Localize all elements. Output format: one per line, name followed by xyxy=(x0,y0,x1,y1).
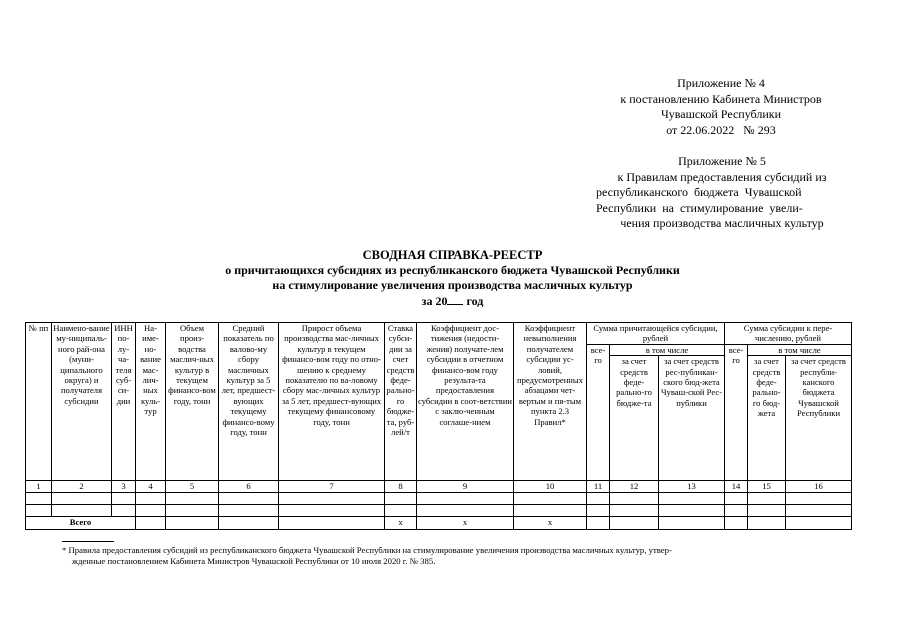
total-x-mark: х xyxy=(514,517,587,530)
header-col-10: Коэффициент невыполнения получателем субсидии ус-ловий, предусмотренных абзацами чет-вертым и пя-тым пункта 2.3 Правил* xyxy=(514,323,587,481)
total-cell[interactable] xyxy=(659,517,725,530)
total-cell[interactable] xyxy=(748,517,786,530)
header-group-transfer: Сумма субсидии к пере-числению, рублей xyxy=(725,323,852,345)
col-number: 7 xyxy=(279,481,385,493)
col-number: 11 xyxy=(587,481,610,493)
header-due-including: в том числе xyxy=(610,344,725,355)
document-subtitle-1: о причитающихся субсидиях из республиканского бюджета Чувашской Республики xyxy=(225,263,680,277)
empty-cell[interactable] xyxy=(219,505,279,517)
empty-cell[interactable] xyxy=(610,505,659,517)
year-suffix: год xyxy=(463,294,484,308)
appendix-4-republic: Чувашской Республики xyxy=(660,107,782,122)
col-number: 13 xyxy=(659,481,725,493)
appendix-5-line-4: чения производства масличных культур xyxy=(620,216,824,231)
appendix-4-title: Приложение № 4 xyxy=(677,76,765,90)
header-col-4: На-име-но-вание мас-лич-ных куль-тур xyxy=(136,323,166,481)
appendix-5-line-2: республиканского бюджета Чувашской xyxy=(596,185,802,200)
appendix-5-block xyxy=(596,154,848,232)
appendix-4-resolution: к постановлению Кабинета Министров xyxy=(620,91,822,106)
empty-cell[interactable] xyxy=(136,493,166,505)
document-title: СВОДНАЯ СПРАВКА-РЕЕСТР xyxy=(362,248,543,262)
header-transfer-federal: за счет средств феде-рально-го бюд-жета xyxy=(748,356,786,481)
empty-cell[interactable] xyxy=(219,493,279,505)
empty-cell[interactable] xyxy=(166,505,219,517)
footnote-line-1: * Правила предоставления субсидий из республиканского бюджета Чувашской Республики на стимулирование увеличения производства масличных культур, утвер- xyxy=(62,545,672,555)
header-col-3: ИНН по-лу-ча-теля суб-си-дии xyxy=(112,323,136,481)
empty-cell[interactable] xyxy=(786,505,852,517)
appendix-4-block xyxy=(590,76,852,138)
total-cell[interactable] xyxy=(136,517,166,530)
total-cell[interactable] xyxy=(166,517,219,530)
header-col-1: № пп xyxy=(26,323,52,481)
total-cell[interactable] xyxy=(279,517,385,530)
appendix-5-line-3: Республики на стимулирование увели- xyxy=(596,200,803,215)
empty-cell[interactable] xyxy=(725,493,748,505)
empty-cell[interactable] xyxy=(52,505,112,517)
col-number: 6 xyxy=(219,481,279,493)
empty-cell[interactable] xyxy=(52,493,112,505)
empty-cell[interactable] xyxy=(659,505,725,517)
empty-cell[interactable] xyxy=(136,505,166,517)
header-col-5: Объем произ-водства маслич-ных культур в текущем финансо-вом году, тонн xyxy=(166,323,219,481)
document-year-line xyxy=(0,293,905,309)
header-col-7: Прирост объема производства мас-личных культур в текущем финансо-вом году по отно-шению к среднему показателю по ва-ловому сбору мас-личных культур за 5 лет, предшест-вующих текущему финансовому году, тонн xyxy=(279,323,385,481)
empty-cell[interactable] xyxy=(748,505,786,517)
total-cell[interactable] xyxy=(219,517,279,530)
col-number: 3 xyxy=(112,481,136,493)
column-number-row xyxy=(26,481,852,493)
total-label: Всего xyxy=(26,517,136,530)
year-prefix: за 20 xyxy=(421,294,448,308)
empty-cell[interactable] xyxy=(166,493,219,505)
col-number: 9 xyxy=(417,481,514,493)
header-col-8: Ставка субси-дии за счет средств феде-рально-го бюдже-та, руб-лей/т xyxy=(385,323,417,481)
appendix-5-title: Приложение № 5 xyxy=(678,154,766,168)
total-x-mark: х xyxy=(417,517,514,530)
year-blank-field[interactable] xyxy=(447,293,463,305)
total-cell[interactable] xyxy=(786,517,852,530)
empty-cell[interactable] xyxy=(385,493,417,505)
header-col-9: Коэффициент дос-тижения (недости-жения) получате-лем субсидии в отчетном финансо-вом году результа-та предоставления субсидии в соот-ветствии с заклю-ченным соглаше-нием xyxy=(417,323,514,481)
empty-row xyxy=(26,505,852,517)
appendix-5-line-1: к Правилам предоставления субсидий из xyxy=(617,169,827,184)
col-number: 2 xyxy=(52,481,112,493)
col-number: 5 xyxy=(166,481,219,493)
empty-cell[interactable] xyxy=(385,505,417,517)
empty-cell[interactable] xyxy=(417,493,514,505)
empty-cell[interactable] xyxy=(514,493,587,505)
empty-cell[interactable] xyxy=(26,505,52,517)
total-x-mark: х xyxy=(385,517,417,530)
header-due-republican: за счет средств рес-публикан-ского бюд-жета Чуваш-ской Рес-публики xyxy=(659,356,725,481)
col-number: 10 xyxy=(514,481,587,493)
total-cell[interactable] xyxy=(725,517,748,530)
empty-cell[interactable] xyxy=(279,505,385,517)
total-cell[interactable] xyxy=(587,517,610,530)
col-number: 8 xyxy=(385,481,417,493)
footnote-line-2: жденные постановлением Кабинета Министров Чувашской Республики от 10 июля 2020 г. № 385. xyxy=(72,555,436,566)
empty-cell[interactable] xyxy=(514,505,587,517)
empty-cell[interactable] xyxy=(725,505,748,517)
col-number: 16 xyxy=(786,481,852,493)
empty-cell[interactable] xyxy=(417,505,514,517)
header-due-total: все-го xyxy=(587,344,610,480)
document-subtitle-2: на стимулирование увеличения производства масличных культур xyxy=(272,278,633,292)
col-number: 4 xyxy=(136,481,166,493)
empty-cell[interactable] xyxy=(112,505,136,517)
header-col-6: Средний показатель по валово-му сбору масличных культур за 5 лет, предшест-вующих текущему финансо-вому году, тонн xyxy=(219,323,279,481)
header-transfer-including: в том числе xyxy=(748,344,852,355)
col-number: 12 xyxy=(610,481,659,493)
header-row-1 xyxy=(26,323,852,345)
empty-cell[interactable] xyxy=(587,493,610,505)
col-number: 15 xyxy=(748,481,786,493)
total-row xyxy=(26,517,852,530)
total-cell[interactable] xyxy=(610,517,659,530)
header-transfer-republican: за счет средств республи-канского бюджета Чувашской Республики xyxy=(786,356,852,481)
appendix-4-date: от 22.06.2022 № 293 xyxy=(666,122,776,137)
empty-cell[interactable] xyxy=(748,493,786,505)
empty-cell[interactable] xyxy=(279,493,385,505)
registry-table xyxy=(25,322,852,530)
empty-row xyxy=(26,493,852,505)
empty-cell[interactable] xyxy=(610,493,659,505)
header-group-due: Сумма причитающейся субсидии, рублей xyxy=(587,323,725,345)
col-number: 1 xyxy=(26,481,52,493)
footnote xyxy=(62,545,844,567)
footnote-separator xyxy=(62,541,114,542)
empty-cell[interactable] xyxy=(587,505,610,517)
empty-cell[interactable] xyxy=(786,493,852,505)
empty-cell[interactable] xyxy=(112,493,136,505)
header-col-2: Наимено-вание му-ниципаль-ного рай-она (муни-ципального округа) и получателя субсидии xyxy=(52,323,112,481)
empty-cell[interactable] xyxy=(659,493,725,505)
header-due-federal: за счет средств феде-рально-го бюдже-та xyxy=(610,356,659,481)
empty-cell[interactable] xyxy=(26,493,52,505)
col-number: 14 xyxy=(725,481,748,493)
header-transfer-total: все-го xyxy=(725,344,748,480)
